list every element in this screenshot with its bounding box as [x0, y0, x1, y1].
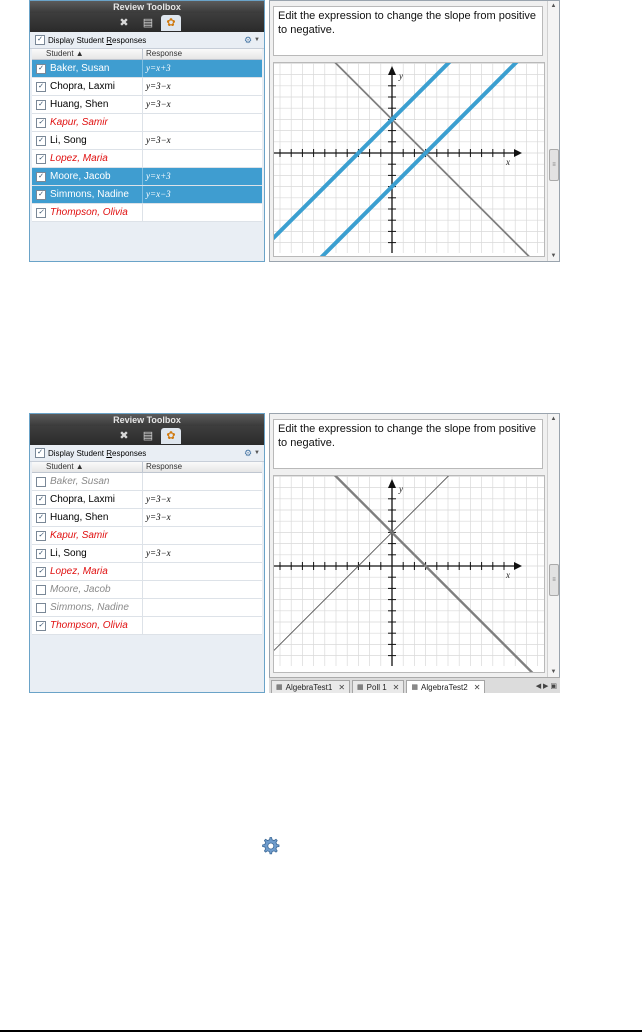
student-response [143, 527, 146, 544]
graph-area[interactable] [273, 475, 545, 673]
student-name: Chopra, Laxmi [50, 81, 116, 92]
student-name: Chopra, Laxmi [50, 494, 116, 505]
x-axis-arrow [514, 562, 522, 570]
document-tab-bar [269, 677, 560, 693]
column-header-response[interactable]: Response [146, 462, 183, 471]
toolbox-title: Review Toolbox [30, 1, 264, 13]
document-icon: ▦ [411, 684, 418, 691]
student-checkbox[interactable]: ✓ [36, 100, 46, 110]
table-row[interactable] [32, 150, 262, 168]
student-checkbox[interactable]: ✓ [36, 567, 46, 577]
student-checkbox[interactable]: ✓ [36, 208, 46, 218]
y-axis-arrow [388, 479, 396, 488]
student-response [143, 114, 146, 131]
review-screenshot-top [29, 0, 560, 262]
column-header-response[interactable]: Response [146, 49, 183, 58]
table-row[interactable] [32, 168, 262, 186]
doc-tab-poll-1[interactable]: ▦ Poll 1 ✕ [352, 680, 404, 693]
gear-icon [259, 835, 281, 857]
student-checkbox[interactable]: ✓ [36, 621, 46, 631]
student-name: Huang, Shen [50, 99, 109, 110]
page-bottom-rule [0, 1030, 642, 1032]
doc-tab-algebratest1[interactable]: ▦ AlgebraTest1 ✕ [271, 680, 350, 693]
student-table-header [32, 462, 262, 473]
student-response: y=3−x [146, 512, 171, 522]
student-checkbox[interactable]: ✓ [36, 82, 46, 92]
student-checkbox[interactable] [36, 477, 46, 487]
student-checkbox[interactable] [36, 603, 46, 613]
student-name: Simmons, Nadine [50, 189, 129, 200]
student-response [143, 150, 146, 167]
y-axis-label: y [399, 71, 403, 81]
table-row[interactable] [32, 96, 262, 114]
document-icon: ▦ [276, 684, 283, 691]
question-text: Edit the expression to change the slope from positive to negative. [273, 419, 543, 469]
close-icon[interactable]: ✕ [392, 682, 400, 692]
student-checkbox[interactable]: ✓ [36, 154, 46, 164]
x-axis-label: x [506, 157, 510, 167]
student-response: y=3−x [146, 548, 171, 558]
student-name: Kapur, Samir [50, 530, 108, 541]
table-row[interactable] [32, 509, 262, 527]
student-name: Lopez, Maria [50, 153, 108, 164]
student-checkbox[interactable]: ✓ [36, 118, 46, 128]
y-axis-arrow [388, 66, 396, 75]
student-name: Li, Song [50, 548, 87, 559]
chevron-down-icon: ▼ [254, 37, 260, 43]
student-response: y=x+3 [146, 171, 171, 181]
student-checkbox[interactable]: ✓ [36, 64, 46, 74]
student-name: Simmons, Nadine [50, 602, 129, 613]
student-response [143, 599, 146, 616]
gear-icon: ⚙ [243, 447, 253, 458]
document-workspace [269, 413, 560, 678]
student-name: Thompson, Olivia [50, 620, 128, 631]
review-toolbox [29, 0, 265, 262]
student-name: Baker, Susan [50, 476, 110, 487]
chevron-down-icon: ▼ [254, 450, 260, 456]
table-row[interactable] [32, 491, 262, 509]
student-checkbox[interactable]: ✓ [36, 549, 46, 559]
student-response [143, 581, 146, 598]
table-row[interactable] [32, 114, 262, 132]
student-name: Kapur, Samir [50, 117, 108, 128]
student-name: Lopez, Maria [50, 566, 108, 577]
gear-icon: ⚙ [243, 34, 253, 45]
student-name: Li, Song [50, 135, 87, 146]
student-response: y=3−x [146, 494, 171, 504]
student-name: Huang, Shen [50, 512, 109, 523]
display-responses-label: Display Student Responses [48, 448, 147, 458]
student-table-body [32, 60, 262, 222]
display-responses-row [30, 445, 264, 462]
close-icon[interactable]: ✕ [338, 682, 346, 692]
response-line-y-3-minus-x [274, 476, 544, 673]
table-row[interactable] [32, 581, 262, 599]
student-response [143, 204, 146, 221]
scroll-thumb[interactable]: ≡ [549, 149, 559, 181]
question-text: Edit the expression to change the slope from positive to negative. [273, 6, 543, 56]
tab-navigation-arrows[interactable]: ◀ ▶ ▣ [535, 682, 557, 690]
student-response [143, 473, 146, 490]
student-checkbox[interactable]: ✓ [36, 136, 46, 146]
scroll-down-icon[interactable]: ▼ [550, 253, 557, 259]
table-row[interactable] [32, 132, 262, 150]
column-header-student[interactable]: Student ▲ [32, 462, 143, 472]
review-toolbox [29, 413, 265, 693]
graph-canvas[interactable] [274, 63, 544, 257]
response-line-y-3-minus-x [274, 63, 544, 257]
display-responses-row [30, 32, 264, 49]
student-table-body [32, 473, 262, 635]
response-line-y-x-plus-3 [274, 63, 544, 254]
student-name: Baker, Susan [50, 63, 110, 74]
table-row[interactable] [32, 527, 262, 545]
student-table-header [32, 49, 262, 60]
student-response: y=x−3 [146, 189, 171, 199]
student-response [143, 563, 146, 580]
vertical-scrollbar[interactable] [547, 414, 559, 677]
display-responses-label: Display Student Responses [48, 35, 147, 45]
student-checkbox[interactable] [36, 585, 46, 595]
student-name: Moore, Jacob [50, 171, 111, 182]
document-workspace [269, 0, 560, 262]
tools-icon[interactable]: ✖ [119, 17, 129, 29]
student-response: y=x+3 [146, 63, 171, 73]
table-row[interactable] [32, 204, 262, 222]
tools-icon[interactable]: ✖ [119, 430, 129, 442]
response-line-y-x-plus-3 [274, 476, 544, 667]
pages-icon[interactable]: ▤ [142, 430, 154, 442]
doc-tab-algebratest2[interactable]: ▦ AlgebraTest2 ✕ [406, 680, 485, 693]
class-analysis-icon[interactable]: ✿ [161, 428, 181, 444]
class-analysis-icon[interactable]: ✿ [161, 15, 181, 31]
toolbox-tabs [30, 13, 264, 32]
display-responses-checkbox[interactable]: ✓ [35, 35, 45, 45]
graph-area[interactable] [273, 62, 545, 257]
scroll-up-icon[interactable]: ▲ [550, 3, 557, 9]
x-axis-arrow [514, 149, 522, 157]
table-row[interactable] [32, 545, 262, 563]
student-response [143, 617, 146, 634]
scroll-up-icon[interactable]: ▲ [550, 416, 557, 422]
student-name: Moore, Jacob [50, 584, 111, 595]
student-checkbox[interactable]: ✓ [36, 531, 46, 541]
table-row[interactable] [32, 617, 262, 635]
student-response: y=3−x [146, 135, 171, 145]
student-name: Thompson, Olivia [50, 207, 128, 218]
student-checkbox[interactable]: ✓ [36, 513, 46, 523]
options-menu-button[interactable] [244, 448, 260, 459]
table-row[interactable] [32, 60, 262, 78]
student-checkbox[interactable]: ✓ [36, 190, 46, 200]
display-responses-checkbox[interactable]: ✓ [35, 448, 45, 458]
student-response: y=3−x [146, 99, 171, 109]
options-menu-button[interactable] [244, 35, 260, 46]
response-line-y-x-minus-3 [274, 63, 544, 257]
x-axis-label: x [506, 570, 510, 580]
toolbox-tabs [30, 426, 264, 445]
student-response: y=3−x [146, 81, 171, 91]
vertical-scrollbar[interactable] [547, 1, 559, 261]
student-checkbox[interactable]: ✓ [36, 495, 46, 505]
scroll-thumb[interactable]: ≡ [549, 564, 559, 596]
student-checkbox[interactable]: ✓ [36, 172, 46, 182]
toolbox-title: Review Toolbox [30, 414, 264, 426]
graph-canvas[interactable] [274, 476, 544, 673]
review-screenshot-bottom [29, 413, 560, 693]
table-row[interactable] [32, 599, 262, 617]
table-row[interactable] [32, 473, 262, 491]
table-row[interactable] [32, 563, 262, 581]
table-row[interactable] [32, 78, 262, 96]
column-header-student[interactable]: Student ▲ [32, 49, 143, 59]
y-axis-label: y [399, 484, 403, 494]
close-icon[interactable]: ✕ [473, 682, 481, 692]
poll-icon: ▦ [357, 684, 364, 691]
scroll-down-icon[interactable]: ▼ [550, 669, 557, 675]
table-row[interactable] [32, 186, 262, 204]
pages-icon[interactable]: ▤ [142, 17, 154, 29]
